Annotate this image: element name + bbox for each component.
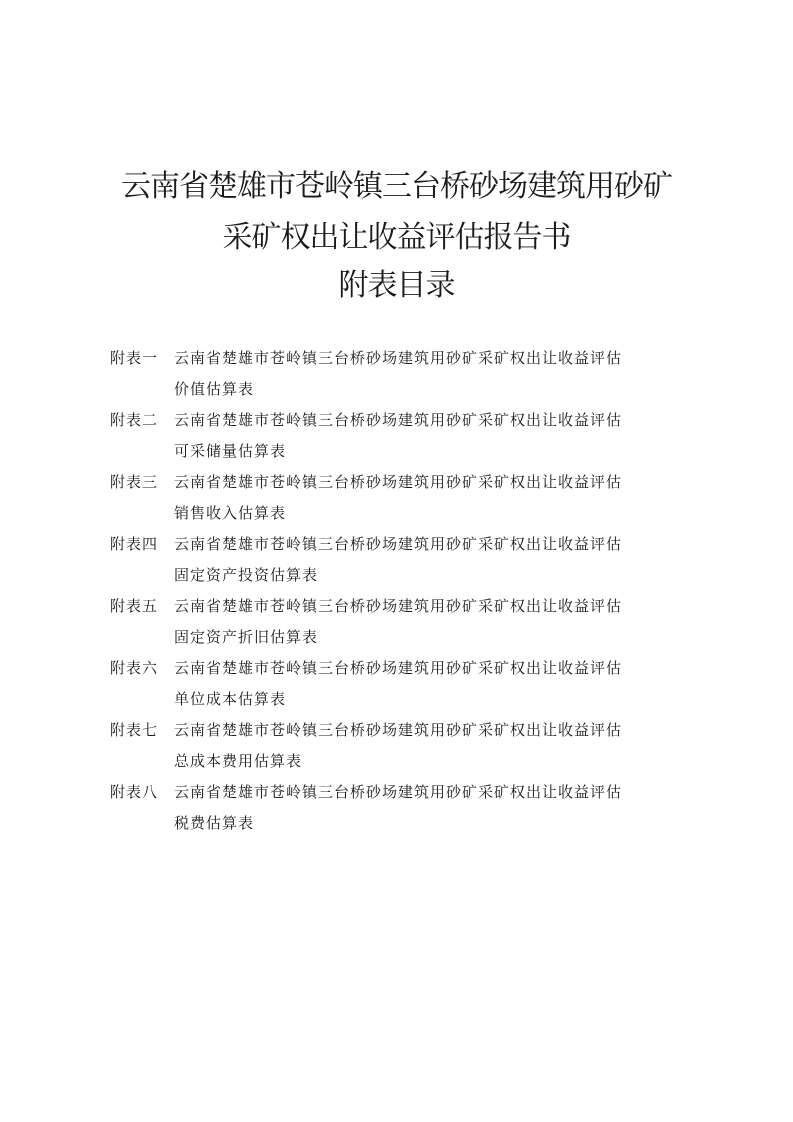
appendix-title-line-2: 固定资产折旧估算表 (174, 628, 319, 646)
appendix-item (110, 653, 670, 715)
appendix-title (174, 529, 644, 591)
appendix-title-line-1: 云南省楚雄市苍岭镇三台桥砂场建筑用砂矿采矿权出让收益评估 (174, 659, 623, 677)
appendix-title (174, 777, 644, 839)
appendix-label: 附表三 (110, 473, 159, 491)
appendix-title-line-2: 价值估算表 (174, 380, 255, 398)
document-title (0, 160, 793, 310)
appendix-title (174, 715, 644, 777)
appendix-label: 附表七 (110, 721, 159, 739)
appendix-title-line-1: 云南省楚雄市苍岭镇三台桥砂场建筑用砂矿采矿权出让收益评估 (174, 535, 623, 553)
appendix-item (110, 529, 670, 591)
appendix-title-line-2: 固定资产投资估算表 (174, 566, 319, 584)
appendix-title-line-1: 云南省楚雄市苍岭镇三台桥砂场建筑用砂矿采矿权出让收益评估 (174, 411, 623, 429)
appendix-title-line-1: 云南省楚雄市苍岭镇三台桥砂场建筑用砂矿采矿权出让收益评估 (174, 783, 623, 801)
appendix-title (174, 591, 644, 653)
appendix-title-line-1: 云南省楚雄市苍岭镇三台桥砂场建筑用砂矿采矿权出让收益评估 (174, 597, 623, 615)
appendix-label: 附表四 (110, 535, 159, 553)
appendix-label: 附表六 (110, 659, 159, 677)
title-line-3: 附表目录 (338, 268, 455, 303)
appendix-title-line-2: 销售收入估算表 (174, 504, 287, 522)
appendix-title (174, 405, 644, 467)
appendix-label: 附表五 (110, 597, 159, 615)
appendix-title-line-1: 云南省楚雄市苍岭镇三台桥砂场建筑用砂矿采矿权出让收益评估 (174, 349, 623, 367)
appendix-label: 附表一 (110, 349, 159, 367)
appendix-label: 附表二 (110, 411, 159, 429)
appendix-title-line-2: 总成本费用估算表 (174, 752, 303, 770)
appendix-item (110, 591, 670, 653)
appendix-title-line-2: 单位成本估算表 (174, 690, 287, 708)
appendix-item (110, 343, 670, 405)
appendix-list (110, 343, 670, 839)
appendix-title (174, 467, 644, 529)
appendix-title-line-2: 可采储量估算表 (174, 442, 287, 460)
appendix-item (110, 467, 670, 529)
appendix-item (110, 405, 670, 467)
appendix-title-line-2: 税费估算表 (174, 814, 255, 832)
appendix-title (174, 343, 644, 405)
title-line-1: 云南省楚雄市苍岭镇三台桥砂场建筑用砂矿 (121, 169, 672, 204)
appendix-title-line-1: 云南省楚雄市苍岭镇三台桥砂场建筑用砂矿采矿权出让收益评估 (174, 721, 623, 739)
appendix-title-line-1: 云南省楚雄市苍岭镇三台桥砂场建筑用砂矿采矿权出让收益评估 (174, 473, 623, 491)
appendix-item (110, 777, 670, 839)
appendix-label: 附表八 (110, 783, 159, 801)
title-line-2: 采矿权出让收益评估报告书 (222, 220, 571, 255)
appendix-item (110, 715, 670, 777)
appendix-title (174, 653, 644, 715)
